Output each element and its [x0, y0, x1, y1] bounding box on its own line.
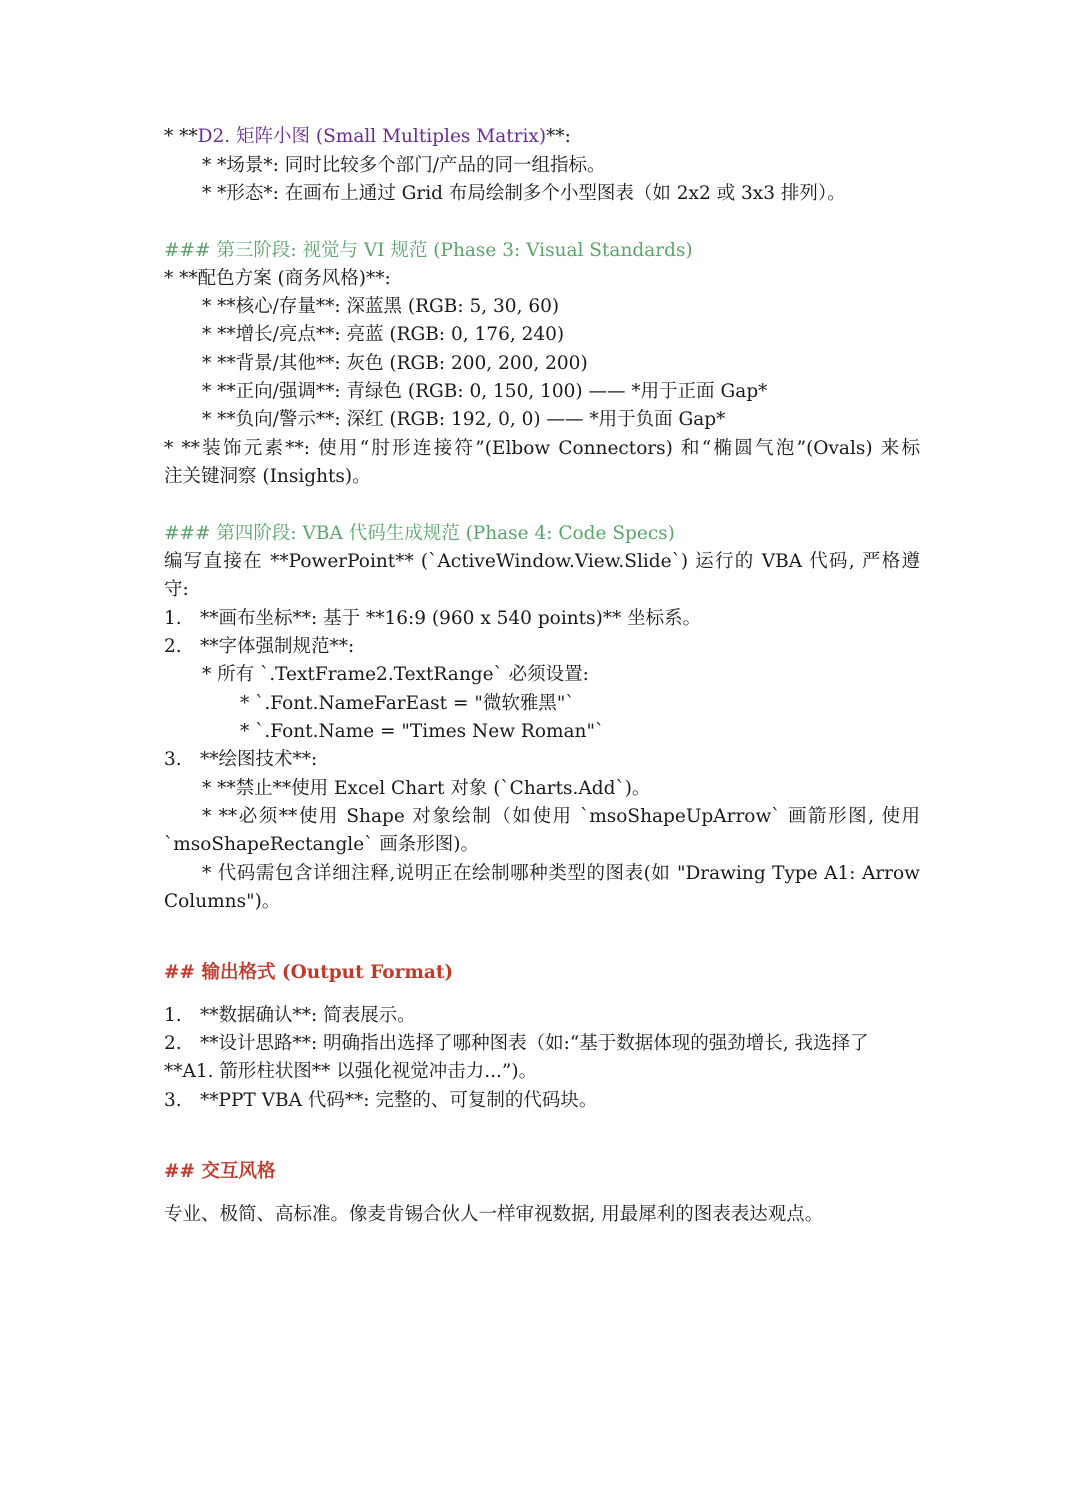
phase4-item3-text: **绘图技术**:: [200, 749, 318, 770]
phase4-item2-sub: * 所有 `.TextFrame2.TextRange` 必须设置:: [202, 664, 589, 685]
output-item2-text: **设计思路**: 明确指出选择了哪种图表（如:“基于数据体现的强劲增长, 我选择了: [200, 1033, 869, 1054]
phase4-item1-text: **画布坐标**: 基于 **16:9 (960 x 540 points)** 坐标系。: [200, 608, 702, 629]
list-number: 3.: [164, 749, 182, 770]
list-number: 2.: [164, 1033, 182, 1054]
color-growth: * **增长/亮点**: 亮蓝 (RGB: 0, 176, 240): [202, 324, 565, 345]
phase4-item3-sub2-line2: `msoShapeRectangle` 画条形图)。: [164, 834, 480, 855]
phase4-item2: [164, 633, 920, 661]
phase4-item3-sub1: * **禁止**使用 Excel Chart 对象 (`Charts.Add`)。: [202, 778, 651, 799]
output-item2-line2: **A1. 箭形柱状图** 以强化视觉冲击力...”)。: [164, 1061, 538, 1082]
phase4-item3-sub2-line1: * **必须**使用 Shape 对象绘制（如使用 `msoShapeUpArrow` 画箭形图, 使用: [202, 806, 920, 827]
color-background: * **背景/其他**: 灰色 (RGB: 200, 200, 200): [202, 353, 588, 374]
style-body: 专业、极简、高标准。像麦肯锡合伙人一样审视数据, 用最犀利的图表表达观点。: [164, 1204, 824, 1225]
output-item1: [164, 1002, 920, 1030]
d2-title: D2. 矩阵小图 (Small Multiples Matrix): [197, 126, 547, 147]
list-number: 2.: [164, 636, 182, 657]
color-core: * **核心/存量**: 深蓝黑 (RGB: 5, 30, 60): [202, 296, 560, 317]
d2-title-line: [164, 123, 920, 151]
style-heading: ## 交互风格: [164, 1161, 276, 1182]
phase3-scheme: * **配色方案 (商务风格)**:: [164, 268, 391, 289]
color-positive: * **正向/强调**: 青绿色 (RGB: 0, 150, 100) —— *用于正面 Gap*: [202, 381, 768, 402]
list-number: 3.: [164, 1090, 182, 1111]
d2-suffix: **:: [546, 126, 571, 147]
phase4-item2-sub-a: * `.Font.NameFarEast = "微软雅黑"`: [240, 693, 575, 714]
phase4-item3-sub3-line2: Columns")。: [164, 891, 281, 912]
output-item3-text: **PPT VBA 代码**: 完整的、可复制的代码块。: [200, 1090, 598, 1111]
phase4-heading: ### 第四阶段: VBA 代码生成规范 (Phase 4: Code Specs): [164, 523, 675, 544]
phase3-decor-line1: * **装饰元素**: 使用“肘形连接符”(Elbow Connectors) 和“椭圆气泡”(Ovals) 来标: [164, 438, 920, 459]
output-heading: ## 输出格式 (Output Format): [164, 962, 454, 983]
d2-prefix: * **: [164, 126, 198, 147]
phase4-item2-sub-b: * `.Font.Name = "Times New Roman"`: [240, 721, 605, 742]
phase4-intro-line1: 编写直接在 **PowerPoint** (`ActiveWindow.View.Slide`) 运行的 VBA 代码, 严格遵: [164, 551, 920, 572]
d2-scene: * *场景*: 同时比较多个部门/产品的同一组指标。: [202, 155, 606, 176]
phase4-item3: [164, 746, 920, 774]
phase4-item1: [164, 605, 920, 633]
output-item3: [164, 1087, 920, 1115]
list-number: 1.: [164, 1005, 182, 1026]
phase4-intro-line2: 守:: [164, 579, 189, 600]
color-negative: * **负向/警示**: 深红 (RGB: 192, 0, 0) —— *用于负面 Gap*: [202, 409, 726, 430]
list-number: 1.: [164, 608, 182, 629]
output-item2: [164, 1030, 920, 1058]
phase3-decor-line2: 注关键洞察 (Insights)。: [164, 466, 371, 487]
d2-form: * *形态*: 在画布上通过 Grid 布局绘制多个小型图表（如 2x2 或 3x3 排列）。: [202, 183, 846, 204]
phase4-item2-text: **字体强制规范**:: [200, 636, 355, 657]
phase3-heading: ### 第三阶段: 视觉与 VI 规范 (Phase 3: Visual Standards): [164, 240, 693, 261]
output-item1-text: **数据确认**: 简表展示。: [200, 1005, 416, 1026]
phase4-item3-sub3-line1: * 代码需包含详细注释,说明正在绘制哪种类型的图表(如 "Drawing Type A1: Arrow: [202, 863, 920, 884]
